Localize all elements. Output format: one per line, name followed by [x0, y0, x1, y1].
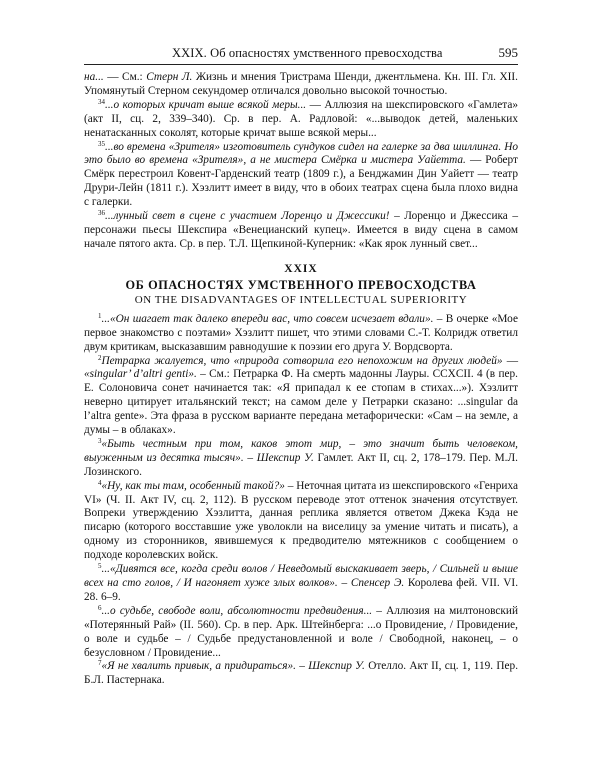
footnote-number: 1 [98, 311, 102, 320]
footnote-quote: «Быть честным при том, каков этот мир, – это значит быть человеком, выуженным из десятка тысяч». [84, 437, 518, 464]
footnote-ref: «singular’ d’altri genti». [84, 368, 197, 381]
footnote-text: – В очерке «Мое первое знакомство с поэтами» Хэзлитт пишет, что этими словами С.-Т. Колридж ответил двум критикам, высказавшим равнодушие к поэзии его друга У. Вордсворта. [84, 312, 518, 353]
footnote-ref: Спенсер Э. [350, 577, 405, 589]
chapter-subtitle: ON THE DISADVANTAGES OF INTELLECTUAL SUPERIORITY [134, 293, 468, 306]
running-head [84, 44, 518, 64]
footnote-quote: ...о которых кричат выше всякой меры... [105, 98, 307, 111]
footnote [84, 71, 518, 99]
footnote [84, 563, 518, 605]
footnote [84, 210, 518, 252]
footnote-text: – Неточная цитата из шекспировского «Генриха VI» (Ч. II. Акт IV, сц. 2, 112). В русском переводе этот оттенок значения отсутствует. Вопреки утверждению Хэзлитта, данная реплика является ответом Джека Кэда не писарю (которого восставшие уже уволокли на виселицу за умение читать и писать), а одному из сторонников, явившемуся к предводителю мятежников с сообщением о подходе королевских войск. [84, 479, 518, 562]
footnote-tail: Гамлет. Акт II, сц. 2, 178–179. Пер. М.Л. Лозинского. [84, 451, 518, 478]
footnote-number: 34 [98, 97, 105, 106]
footnote-quote: ...о судьбе, свободе воли, абсолютности предвидения... [101, 604, 373, 617]
footnote-text: — См.: [103, 71, 147, 83]
chapter-number: XXIX [284, 262, 318, 275]
footnote-text: — Аллюзия на шекспировского «Гамлета» (акт II, сц. 2, 339–340). Ср. в пер. А. Радловой: «...выводок детей, маленьких ненатасканных соколят, которые кричат выше всякой меры... [84, 98, 518, 139]
footnote-quote: «Я не хвалить привык, а придираться». [101, 660, 296, 673]
footnote-tail: – См.: Петрарка Ф. На смерть мадонны Лауры. CCXCII. 4 (в пер. Е. Солоновича сонет начинается так: «Я припадал к ее стопам в стихах...»). Хэзлитт неверно цитирует итальянский текст; на самом деле у Петрарки сказано: ...singular da l’altra gente». Эта фраза в русском варианте передана метафорически: «Сам – на земле, а думы – в облаках». [84, 368, 518, 437]
footnote-quote: Петрарка жалуется, что «природа сотворила его непохожим на других людей» [101, 354, 503, 367]
notes-chapter [84, 313, 518, 688]
footnote-ref: Шекспир У. [308, 660, 365, 673]
footnote-ref: Шекспир У. [256, 451, 314, 464]
running-head-title: XXIX. Об опасностях умственного превосходства [172, 46, 443, 60]
footnote [84, 660, 518, 688]
footnote-quote: ...«Он шагает так далеко впереди вас, что совсем исчезает вдали». [101, 312, 434, 325]
footnote-quote: ...лунный свет в сцене с участием Лоренцо и Джессики! [105, 210, 390, 223]
chapter-title: ОБ ОПАСНОСТЯХ УМСТВЕННОГО ПРЕВОСХОДСТВА [125, 277, 477, 292]
footnote-tail: Жизнь и мнения Тристрама Шенди, джентльмена. Кн. III. Гл. XII. Упомянутый Стерном секундомер отличался довольно высокой точностью. [84, 71, 518, 97]
footnote [84, 99, 518, 141]
footnote-number: 36 [98, 209, 105, 218]
footnote [84, 355, 518, 438]
footnote-text: – [295, 660, 309, 673]
footnote-quote: на... [84, 71, 104, 83]
footnote-tail: Отелло. Акт II, сц. 1, 119. Пер. Б.Л. Пастернака. [84, 660, 519, 687]
footnote [84, 480, 518, 563]
page-number: 595 [498, 45, 518, 60]
footnote-text: — [502, 354, 518, 367]
header-rule [84, 64, 518, 65]
footnote-tail: Королева фей. VII. VI. 28. 6–9. [84, 577, 519, 603]
footnote-quote: ...«Дивятся все, когда среди волов / Неведомый выскакивает зверь, / Сильней и выше всех на сто голов, / И нагоняет хуже злых волков». [84, 563, 518, 589]
footnote-ref: Стерн Л. [146, 71, 193, 83]
footnote-number: 4 [98, 478, 102, 487]
footnote-number: 2 [98, 353, 102, 362]
footnote [84, 438, 518, 480]
footnote-number: 3 [98, 436, 102, 445]
book-page [84, 44, 518, 688]
footnote-number: 7 [98, 659, 102, 668]
notes-top [84, 71, 518, 252]
footnote-number: 35 [98, 139, 105, 148]
footnote-number: 6 [98, 603, 102, 612]
footnote [84, 141, 518, 211]
footnote [84, 313, 518, 355]
footnote-text: – Лоренцо и Джессика – персонажи пьесы Шекспира «Венецианский купец». Имеется в виду сцена в самом начале пятого акта. Ср. в пер. Т.Л. Щепкиной-Куперник: «Как ярок лунный свет... [84, 210, 518, 250]
footnote-quote: «Ну, как ты там, особенный такой?» [101, 479, 285, 492]
footnote-text: – [243, 451, 257, 464]
footnote [84, 605, 518, 661]
footnote-text: – Аллюзия на милтоновский «Потерянный Рай» (II. 560). Ср. в пер. Арк. Штейнберга: ...о Провидение, / Провидение, о воле и судьбе – / Судьбе предустановленной и воле / Свободной, наконец, – о безусловном / Провидение... [84, 604, 518, 659]
footnote-quote: ...во времена «Зрителя» изготовитель сундуков сидел на галерке за два шиллинга. Но это было во времена «Зрителя», а не мистера Смёрка и мистера Уайетта. [84, 140, 518, 167]
footnote-text: — Роберт Смёрк перестроил Ковент-Гарденский театр (1809 г.), а Бенджамин Дин Уайетт — театр Друри-Лейн (1811 г.). Хэзлитт имеет в виду, что в обоих театрах сцена была плохо видна с галерки. [84, 154, 518, 209]
footnote-number: 5 [98, 562, 102, 571]
footnote-text: – [337, 577, 351, 589]
